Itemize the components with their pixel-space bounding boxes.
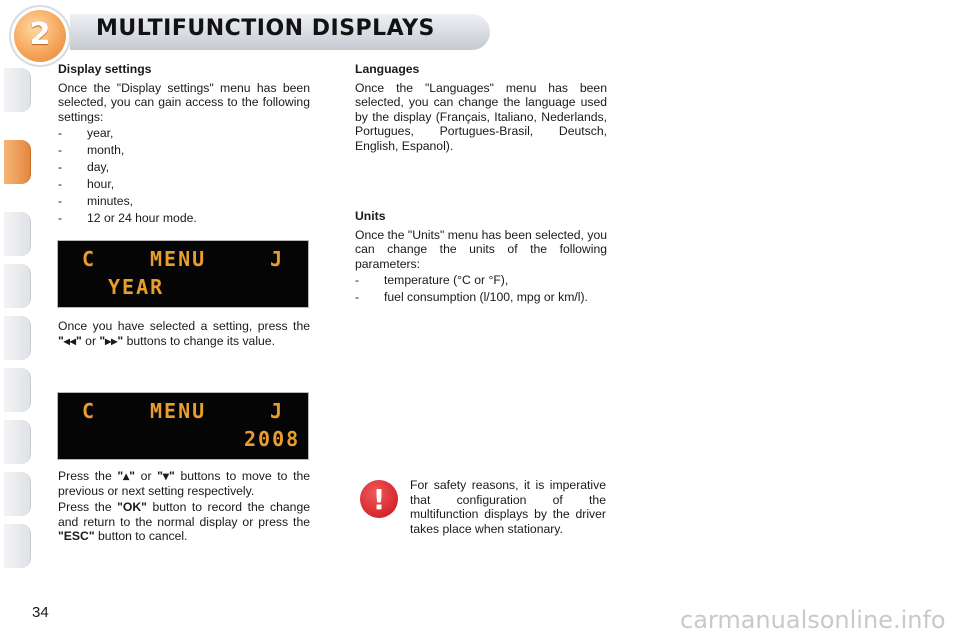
change-value-paragraph bbox=[58, 319, 310, 350]
languages-text: Once the "Languages" menu has been selected, you can change the language used by the display (Français, Italiano, Nederlands, Portugues, Portugues-Brasil, Deutsch, English, Espanol). bbox=[355, 80, 607, 153]
lcd-menu-label: MENU bbox=[150, 399, 207, 423]
text-part: button to record the change and return to the normal display or press the bbox=[58, 500, 310, 529]
display-settings-section bbox=[58, 62, 310, 228]
list-item: - month, bbox=[58, 143, 310, 158]
text-part: Press the bbox=[58, 500, 118, 514]
ok-button-label: "OK" bbox=[117, 500, 147, 514]
page-title: MULTIFUNCTION DISPLAYS bbox=[96, 16, 435, 41]
warning-icon bbox=[360, 480, 398, 518]
up-button-label: "▴" bbox=[117, 469, 136, 483]
list-item: - fuel consumption (l/100, mpg or km/l). bbox=[355, 290, 607, 305]
navigate-paragraphs bbox=[58, 469, 310, 546]
text-part: or bbox=[81, 333, 100, 348]
chapter-number: 2 bbox=[29, 17, 51, 52]
list-item: - hour, bbox=[58, 177, 310, 192]
warning-text: For safety reasons, it is imperative that configuration of the multifunction displays by the driver takes place when stationary. bbox=[410, 478, 606, 536]
lcd-bracket-left: C bbox=[82, 247, 97, 271]
list-item: - year, bbox=[58, 126, 310, 141]
navigate-text bbox=[58, 469, 310, 498]
side-tab-6[interactable] bbox=[4, 368, 31, 412]
text-part: button to cancel. bbox=[94, 529, 188, 543]
text-part: or bbox=[135, 469, 158, 483]
watermark: carmanualsonline.info bbox=[680, 606, 946, 634]
lcd-menu-label: MENU bbox=[150, 247, 207, 271]
side-tab-8[interactable] bbox=[4, 472, 31, 516]
list-item: - temperature (°C or °F), bbox=[355, 273, 607, 288]
text-part: buttons to move to the previous or next setting respectively. bbox=[58, 469, 311, 498]
text-part: Press the bbox=[58, 469, 118, 483]
display-settings-heading: Display settings bbox=[58, 62, 152, 76]
text-part: buttons to change its value. bbox=[123, 333, 275, 348]
side-tab-2-active[interactable] bbox=[4, 140, 31, 184]
page-header bbox=[0, 0, 960, 62]
side-tab-1[interactable] bbox=[4, 68, 31, 112]
list-item: - day, bbox=[58, 160, 310, 175]
side-tab-5[interactable] bbox=[4, 316, 31, 360]
settings-list bbox=[58, 126, 310, 226]
lcd-display-year bbox=[57, 240, 309, 308]
chapter-badge bbox=[14, 10, 66, 62]
list-item: - 12 or 24 hour mode. bbox=[58, 211, 310, 226]
change-value-text bbox=[58, 319, 310, 348]
units-list bbox=[355, 273, 607, 305]
rewind-button-label: "◂◂" bbox=[58, 333, 82, 348]
lcd-display-2008 bbox=[57, 392, 309, 460]
lcd-bracket-right: J bbox=[270, 399, 285, 423]
units-heading: Units bbox=[355, 209, 386, 223]
side-tab-3[interactable] bbox=[4, 212, 31, 256]
lcd-bracket-right: J bbox=[270, 247, 285, 271]
list-item: - minutes, bbox=[58, 194, 310, 209]
side-tab-strip bbox=[0, 62, 32, 582]
lcd-bracket-left: C bbox=[82, 399, 97, 423]
languages-section bbox=[355, 62, 607, 155]
units-text: Once the "Units" menu has been selected, you can change the units of the following parameters: bbox=[355, 227, 607, 271]
lcd-setting-value: 2008 bbox=[244, 427, 301, 451]
side-tab-9[interactable] bbox=[4, 524, 31, 568]
page-number: 34 bbox=[32, 604, 49, 621]
down-button-label: "▾" bbox=[157, 469, 175, 483]
lcd-setting-value: YEAR bbox=[108, 275, 165, 299]
display-settings-intro: Once the "Display settings" menu has been selected, you can gain access to the following settings: bbox=[58, 80, 310, 124]
esc-button-label: "ESC" bbox=[58, 529, 95, 543]
units-section bbox=[355, 209, 607, 307]
side-tab-4[interactable] bbox=[4, 264, 31, 308]
side-tab-7[interactable] bbox=[4, 420, 31, 464]
warning-note bbox=[410, 478, 606, 538]
languages-heading: Languages bbox=[355, 62, 420, 76]
warning-symbol: ! bbox=[372, 483, 386, 516]
confirm-text bbox=[58, 500, 310, 544]
text-part: Once you have selected a setting, press the bbox=[58, 319, 310, 333]
forward-button-label: "▸▸" bbox=[99, 333, 124, 348]
